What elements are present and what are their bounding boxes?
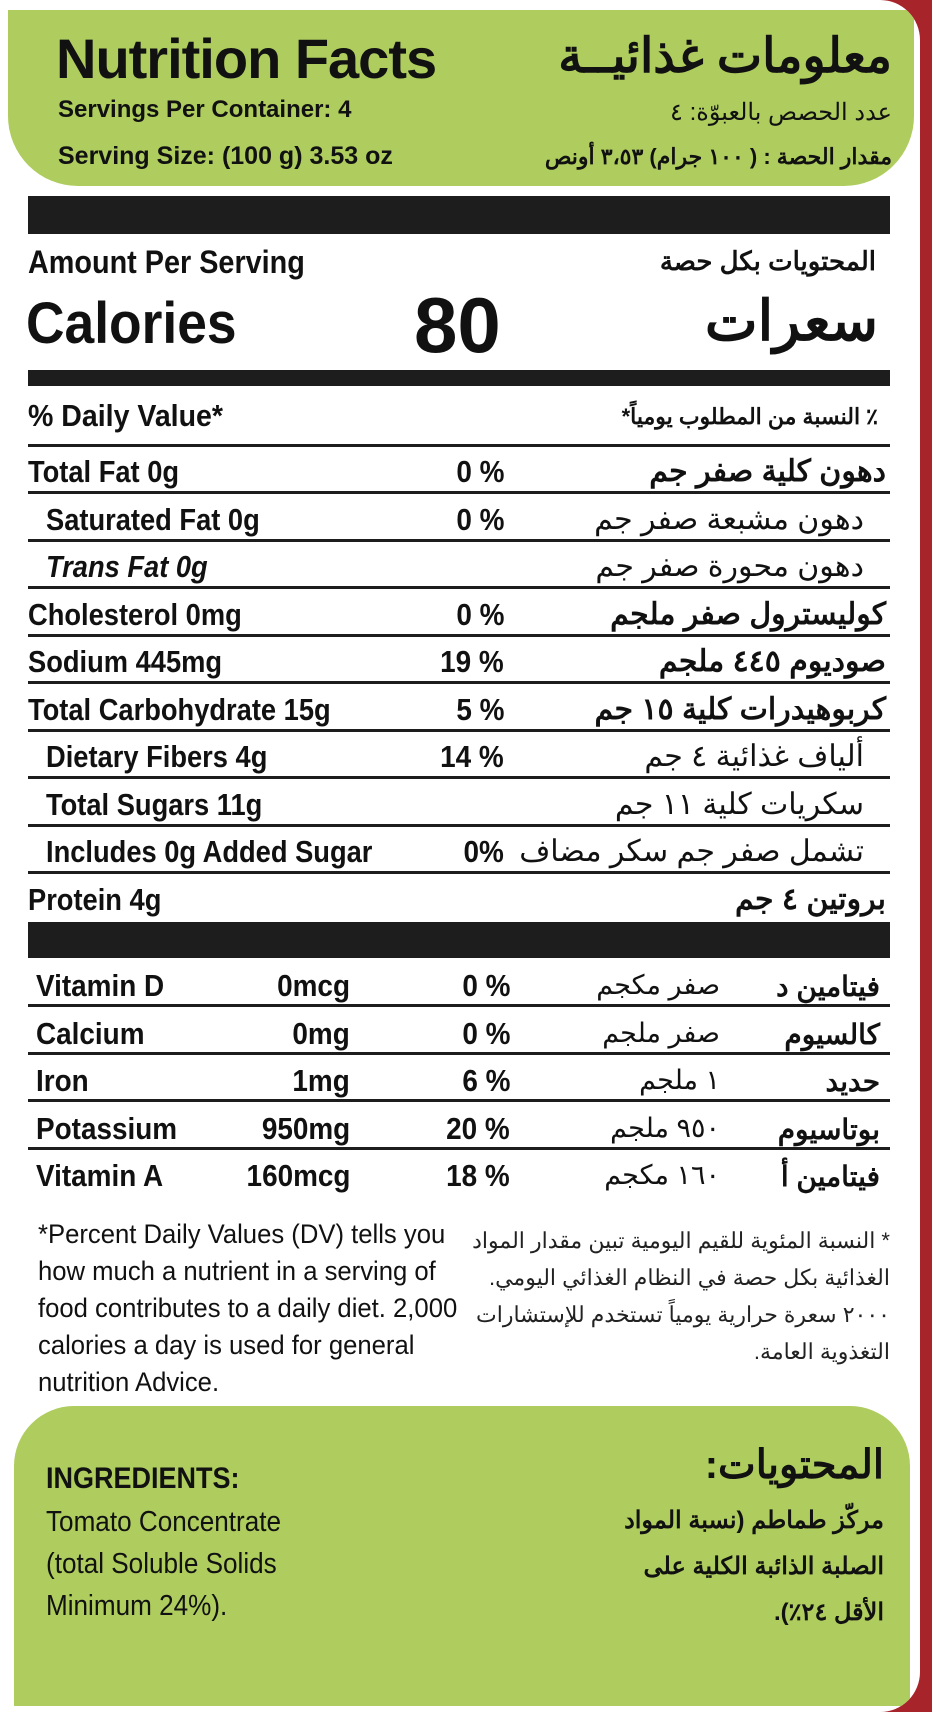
nutrient-percent: 0 %	[455, 501, 504, 537]
nutrient-name-en: Cholesterol 0mg	[28, 596, 242, 632]
vitamin-percent: 20 %	[446, 1110, 510, 1146]
vitamin-amount: 0mcg	[277, 968, 350, 1003]
vitamin-name-ar: حديد	[825, 1066, 880, 1097]
calories-label-en: Calories	[26, 291, 237, 356]
nutrient-name-en: Total Sugars 11g	[46, 786, 263, 822]
vitamin-amount-ar: ٩٥٠ ملجم	[610, 1112, 720, 1143]
nutrient-name-ar: دهون مشبعة صفر جم	[594, 502, 864, 536]
vitamin-amount: 950mg	[261, 1110, 350, 1146]
nutrient-row	[28, 827, 890, 874]
vitamin-row	[28, 1150, 890, 1197]
vitamin-name-ar: فيتامين د	[776, 971, 880, 1002]
nutrient-name-ar: دهون كلية صفر جم	[649, 455, 886, 488]
vitamin-percent: 0 %	[461, 968, 510, 1003]
nutrient-name-ar: صوديوم ٤٤٥ ملجم	[658, 645, 886, 678]
vitamin-name-en: Vitamin D	[36, 968, 165, 1003]
amount-per-serving-ar: المحتويات بكل حصة	[659, 246, 876, 276]
vitamin-name-en: Iron	[36, 1063, 89, 1098]
nutrient-name-en: Protein 4g	[28, 881, 162, 917]
vitamin-amount: 160mcg	[246, 1158, 350, 1193]
nutrient-row	[28, 447, 890, 494]
thick-divider-vitamins	[28, 922, 890, 958]
nutrient-row	[28, 875, 890, 922]
ingredients-line-en: (total Soluble Solids	[46, 1548, 277, 1580]
nutrient-name-en: Sodium 445mg	[28, 644, 223, 679]
vitamin-amount: 0mg	[292, 1015, 350, 1051]
vitamin-amount: 1mg	[292, 1063, 350, 1098]
amount-per-serving-en: Amount Per Serving	[28, 244, 305, 280]
thick-divider-top	[28, 196, 890, 234]
ingredients-line-ar: الأقل ٢٤٪).	[773, 1599, 884, 1626]
vitamin-amount-ar: ١ ملجم	[639, 1065, 720, 1095]
vitamin-amount-ar: صفر مكجم	[596, 970, 720, 1000]
vitamin-name-ar: بوتاسيوم	[777, 1113, 880, 1145]
ingredients-panel	[14, 1406, 910, 1706]
servings-en: Servings Per Container: 4	[58, 96, 352, 123]
nutrient-row	[28, 542, 890, 589]
ingredients-line-en: Minimum 24%).	[46, 1590, 228, 1622]
nutrient-percent: 0 %	[455, 596, 504, 632]
nutrient-name-ar: كوليسترول صفر ملجم	[610, 597, 886, 631]
nutrient-name-ar: تشمل صفر جم سكر مضاف	[519, 835, 864, 868]
nutrient-name-en: Trans Fat 0g	[46, 549, 208, 584]
vitamin-percent: 0 %	[461, 1015, 510, 1051]
title-en: Nutrition Facts	[56, 27, 437, 90]
nutrient-percent: 14 %	[440, 739, 504, 774]
vitamin-row	[28, 1008, 890, 1055]
calories-label-ar: سعرات	[704, 289, 878, 352]
ingredients-line-en: Tomato Concentrate	[46, 1506, 282, 1538]
daily-value-header-en: % Daily Value*	[28, 398, 223, 433]
nutrient-name-ar: كربوهيدرات كلية ١٥ جم	[594, 692, 886, 726]
servings-ar: عدد الحصص بالعبوّة: ٤	[670, 99, 892, 126]
vitamin-row	[28, 1103, 890, 1150]
daily-value-header-ar: ٪ النسبة من المطلوب يومياً*	[621, 404, 878, 429]
vitamin-name-en: Vitamin A	[36, 1158, 164, 1193]
nutrient-name-en: Dietary Fibers 4g	[46, 739, 268, 774]
serving-size-ar: مقدار الحصة : ( ١٠٠ جرام) ٣،٥٣ أونص	[544, 144, 892, 169]
nutrient-name-ar: بروتين ٤ جم	[735, 882, 886, 916]
vitamin-amount-ar: ١٦٠ مكجم	[604, 1160, 720, 1190]
nutrient-row	[28, 495, 890, 542]
ingredients-title-en: INGREDIENTS:	[46, 1462, 240, 1495]
nutrient-row	[28, 685, 890, 732]
vitamin-name-ar: فيتامين أ	[780, 1161, 880, 1192]
vitamin-row	[28, 960, 890, 1007]
nutrient-row	[28, 732, 890, 779]
nutrient-percent: 5 %	[455, 691, 504, 727]
nutrient-percent: 0 %	[455, 454, 504, 489]
vitamin-row	[28, 1055, 890, 1102]
vitamin-percent: 18 %	[446, 1158, 510, 1193]
vitamin-name-ar: كالسيوم	[784, 1018, 880, 1050]
vitamin-name-en: Potassium	[36, 1110, 178, 1146]
nutrient-name-ar: دهون محورة صفر جم	[595, 550, 864, 583]
nutrient-name-en: Total Carbohydrate 15g	[28, 691, 331, 727]
nutrient-name-en: Total Fat 0g	[28, 454, 180, 489]
nutrient-row	[28, 780, 890, 827]
nutrient-percent: 19 %	[440, 644, 504, 679]
vitamin-amount-ar: صفر ملجم	[602, 1017, 720, 1048]
nutrient-name-en: Saturated Fat 0g	[46, 501, 260, 537]
nutrient-name-en: Includes 0g Added Sugar	[46, 834, 373, 869]
footnote-ar: * النسبة المئوية للقيم اليومية تبين مقدار المواد الغذائية بكل حصة في النظام الغذائي اليومي. ٢٠٠٠ سعرة حرارية يومياً تستخدم للإستشارات التغذوية العامة.	[472, 1228, 890, 1364]
nutrient-name-ar: ألياف غذائية ٤ جم	[644, 740, 864, 773]
title-ar: معلومات غذائيــة	[558, 30, 892, 83]
footnote-en: *Percent Daily Values (DV) tells you how much a nutrient in a serving of food contributes to a daily diet. 2,000 calories a day is used for general nutrition Advice.	[38, 1219, 458, 1397]
calories-value: 80	[414, 281, 501, 369]
nutrient-row	[28, 637, 890, 684]
nutrient-percent: 0%	[463, 834, 504, 869]
ingredients-line-ar: مركّز طماطم (نسبة المواد	[624, 1507, 884, 1534]
nutrient-name-ar: سكريات كلية ١١ جم	[614, 787, 864, 821]
ingredients-line-ar: الصلبة الذائبة الكلية على	[643, 1553, 884, 1580]
nutrient-row	[28, 590, 890, 637]
vitamin-percent: 6 %	[461, 1063, 510, 1098]
thick-divider-calories	[28, 370, 890, 386]
header-panel	[8, 10, 914, 186]
ingredients-title-ar: المحتويات:	[704, 1443, 884, 1487]
serving-size-en: Serving Size: (100 g) 3.53 oz	[58, 142, 393, 170]
vitamin-name-en: Calcium	[36, 1015, 145, 1051]
